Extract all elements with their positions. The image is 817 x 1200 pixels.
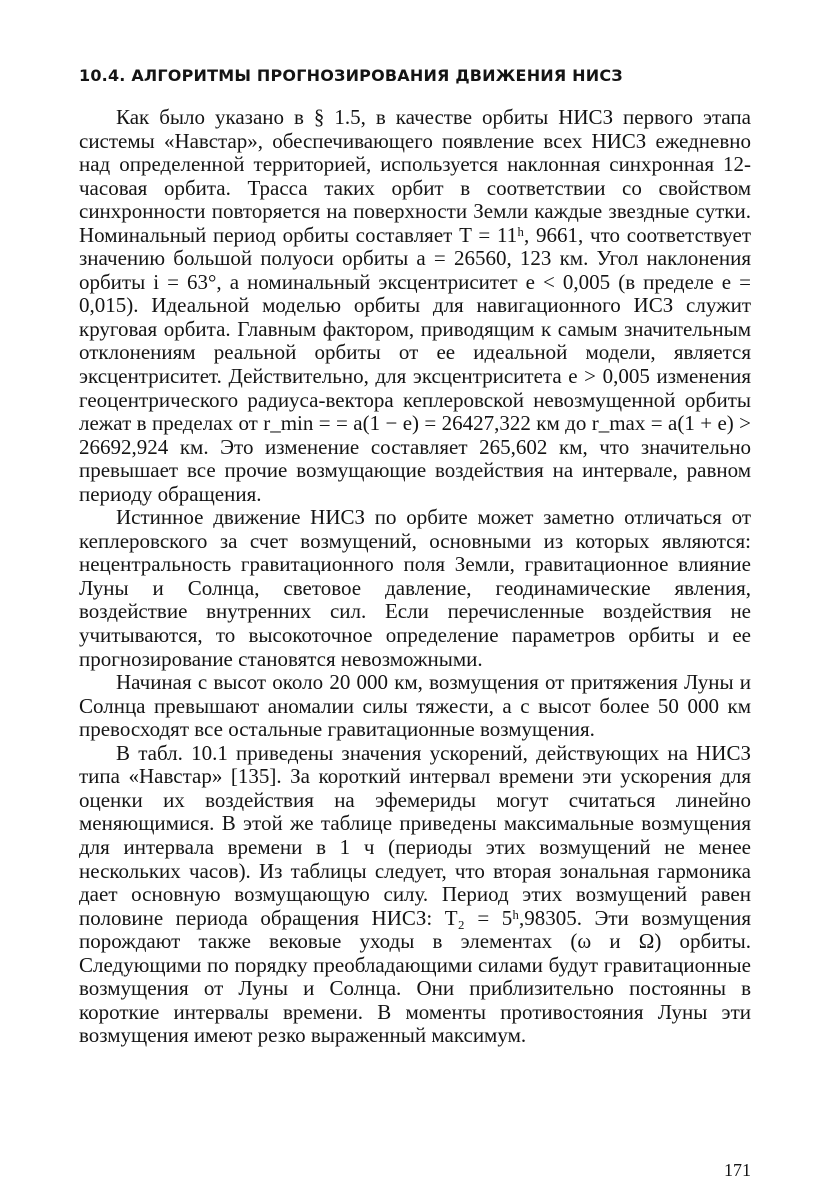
section-heading: 10.4. АЛГОРИТМЫ ПРОГНОЗИРОВАНИЯ ДВИЖЕНИЯ НИСЗ [79,66,623,85]
paragraph: В табл. 10.1 приведены значения ускорений, действующих на НИСЗ типа «Навстар» [135]. За короткий интервал времени эти ускорения для оценки их воздействия на эфемериды могут считаться линейно меняющимися. В этой же таблице приведены максимальные возмущения для интервала времени в 1 ч (периоды этих возмущений не менее нескольких часов). Из таблицы следует, что вторая зональная гармоника дает основную возмущающую силу. Период этих возмущений равен половине периода обращения НИСЗ: T₂ = 5ʰ,98305. Эти возмущения порождают также вековые уходы в элементах (ω и Ω) орбиты. Следующими по порядку преобладающими силами будут гравитационные возмущения от Луны и Солнца. Они приблизительно постоянны в короткие интервалы времени. В моменты противостояния Луны эти возмущения имеют резко выраженный максимум. [79,740,751,1048]
body-text [79,106,751,1048]
page-number: 171 [724,1160,751,1180]
paragraph: Начиная с высот около 20 000 км, возмущения от притяжения Луны и Солнца превышают аномалии силы тяжести, а с высот более 50 000 км превосходят все остальные гравитационные возмущения. [79,670,751,742]
paragraph: Истинное движение НИСЗ по орбите может заметно отличаться от кеплеровского за счет возмущений, основными из которых являются: нецентральность гравитационного поля Земли, гравитационное влияние Луны и Солнца, световое давление, геодинамические явления, воздействие внутренних сил. Если перечисленные воздействия не учитываются, то высокоточное определение параметров орбиты и ее прогнозирование становятся невозможными. [79,505,751,671]
paragraph: Как было указано в § 1.5, в качестве орбиты НИСЗ первого этапа системы «Навстар», обеспечивающего появление всех НИСЗ ежедневно над определенной территорией, используется наклонная синхронная 12-часовая орбита. Трасса таких орбит в соответствии со свойством синхронности повторяется на поверхности Земли каждые звездные сутки. Номинальный период орбиты составляет T = 11ʰ, 9661, что соответствует значению большой полуоси орбиты a = 26560, 123 км. Угол наклонения орбиты i = 63°, а номинальный эксцентриситет e < 0,005 (в пределе e = 0,015). Идеальной моделью орбиты для навигационного ИСЗ служит круговая орбита. Главным фактором, приводящим к самым значительным отклонениям реальной орбиты от ее идеальной модели, является эксцентриситет. Действительно, для эксцентриситета e > 0,005 изменения геоцентрического радиуса-вектора кеплеровской невозмущенной орбиты лежат в пределах от r_min = = a(1 − e) = 26427,322 км до r_max = a(1 + e) > 26692,924 км. Это изменение составляет 265,602 км, что значительно превышает все прочие возмущающие воздействия на интервале, равном периоду обращения. [79,105,751,506]
